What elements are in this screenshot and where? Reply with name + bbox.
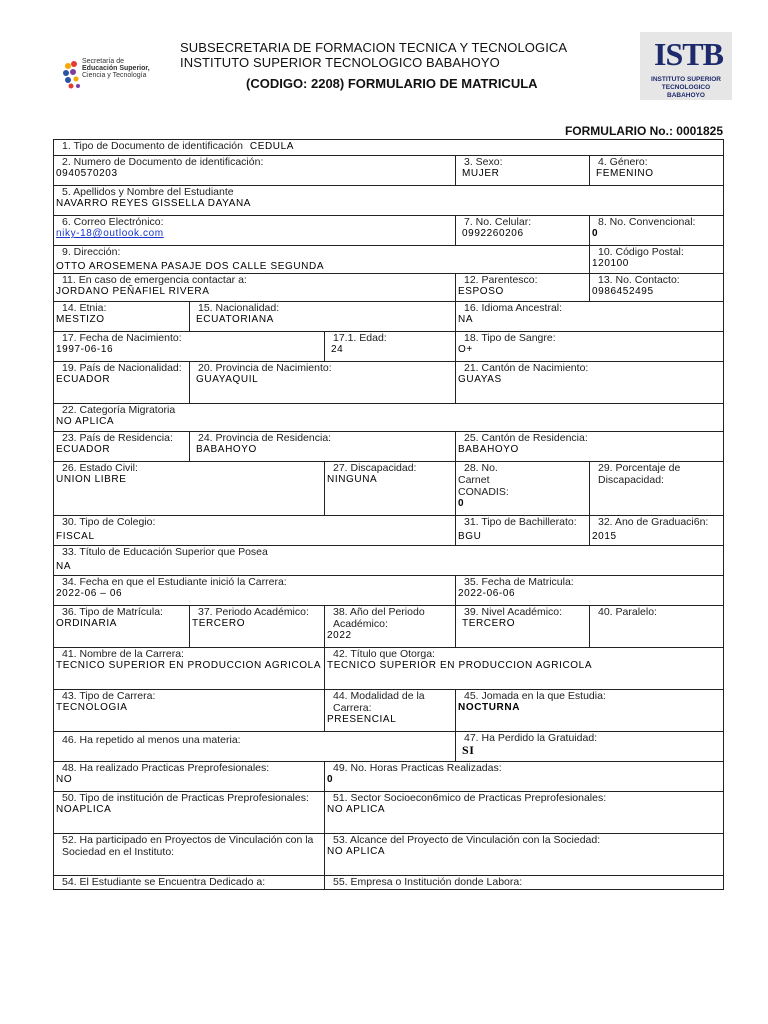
logo-left-line3: Ciencia y Tecnología	[82, 72, 147, 79]
field-47: 47. Ha Perdido la Gratuidad: SI	[456, 732, 724, 762]
field-3: 3. Sexo: MUJER	[456, 156, 590, 186]
email-link[interactable]: niky-18@outlook.com	[56, 228, 164, 239]
field-12: 12. Parentesco: ESPOSO	[456, 274, 590, 302]
field-50: 50. Tipo de institución de Practicas Preprofesionales: NOAPLICA	[54, 792, 325, 834]
field-4: 4. Género: FEMENINO	[590, 156, 724, 186]
field-37: 37. Periodo Académico: TERCERO	[190, 606, 325, 648]
field-51: 51. Sector Socioecon6mico de Practicas Preprofesionales: NO APLICA	[325, 792, 724, 834]
field-36: 36. Tipo de Matrícula: ORDINARIA	[54, 606, 190, 648]
field-53: 53. Alcance del Proyecto de Vinculación con la Sociedad: NO APLICA	[325, 834, 724, 876]
field-55: 55. Empresa o Institución donde Labora:	[325, 876, 724, 890]
field-10: 10. Código Postal: 120100	[590, 246, 724, 274]
field-31: 31. Tipo de Bachillerato: BGU	[456, 516, 590, 546]
logo-left-line2: Educación Superior,	[82, 65, 150, 72]
field-17: 17. Fecha de Nacimiento: 1997-06-16	[54, 332, 325, 362]
field-7: 7. No. Celular: 0992260206	[456, 216, 590, 246]
istb-line2: TECNOLOGICO BABAHOYO	[661, 84, 711, 99]
field-54: 54. El Estudiante se Encuentra Dedicado a:	[54, 876, 325, 890]
field-22: 22. Categoría Migratoria NO APLICA	[54, 404, 724, 432]
field-13: 13. No. Contacto: 0986452495	[590, 274, 724, 302]
field-48: 48. Ha realizado Practicas Preprofesionales: NO	[54, 762, 325, 792]
field-45: 45. Jomada en la que Estudia: NOCTURNA	[456, 690, 724, 732]
field-5: 5. Apellidos y Nombre del Estudiante NAVARRO REYES GISSELLA DAYANA	[54, 186, 724, 216]
field-20: 20. Provincia de Nacimiento: GUAYAQUIL	[190, 362, 456, 404]
form-number	[565, 124, 723, 138]
field-30: 30. Tipo de Colegio: FISCAL	[54, 516, 456, 546]
field-29: 29. Porcentaje de Discapacidad:	[590, 462, 724, 516]
field-39: 39. Nivel Académico: TERCERO	[456, 606, 590, 648]
field-19: 19. País de Nacionalidad: ECUADOR	[54, 362, 190, 404]
field-44: 44. Modalidad de la Carrera: PRESENCIAL	[325, 690, 456, 732]
header-subsecretaria: SUBSECRETARIA DE FORMACION TECNICA Y TECNOLOGICA	[180, 40, 568, 55]
field-21: 21. Cantón de Nacimiento: GUAYAS	[456, 362, 724, 404]
field-24: 24. Provincia de Residencia: BABAHOYO	[190, 432, 456, 462]
secretaria-logo	[58, 52, 170, 96]
field-46: 46. Ha repetido al menos una materia:	[54, 732, 456, 762]
field-2: 2. Numero de Documento de identificación: 0940570203	[54, 156, 456, 186]
field-41: 41. Nombre de la Carrera: TECNICO SUPERIOR EN PRODUCCION AGRICOLA	[54, 648, 325, 690]
field-49: 49. No. Horas Practicas Realizadas: 0	[325, 762, 724, 792]
field-25: 25. Cantón de Residencia: BABAHOYO	[456, 432, 724, 462]
field-33: 33. Título de Educación Superior que Posea NA	[54, 546, 724, 576]
istb-mark: ISTB	[654, 36, 723, 72]
field-16: 16. Idioma Ancestral: NA	[456, 302, 724, 332]
field-40: 40. Paralelo:	[590, 606, 724, 648]
field-14: 14. Etnia: MESTIZO	[54, 302, 190, 332]
field-23: 23. País de Residencia: ECUADOR	[54, 432, 190, 462]
enrollment-form	[53, 139, 724, 890]
field-42: 42. Título que Otorga: TECNICO SUPERIOR EN PRODUCCION AGRICOLA	[325, 648, 724, 690]
field-28: 28. No. Carnet CONADIS: 0	[456, 462, 590, 516]
field-38: 38. Año del Periodo Académico: 2022	[325, 606, 456, 648]
field-27: 27. Discapacidad: NINGUNA	[325, 462, 456, 516]
field-35: 35. Fecha de Matricula: 2022-06-06	[456, 576, 724, 606]
field-1: 1. Tipo de Documento de identificación CEDULA	[54, 140, 724, 156]
form-number-value: 0001825	[676, 124, 723, 138]
istb-logo	[640, 32, 732, 100]
field-34: 34. Fecha en que el Estudiante inició la Carrera: 2022-06 – 06	[54, 576, 456, 606]
form-number-label: FORMULARIO No.:	[564, 124, 673, 138]
field-18: 18. Tipo de Sangre: O+	[456, 332, 724, 362]
field-8: 8. No. Convencional: 0	[590, 216, 724, 246]
field-6: 6. Correo Electrónico: niky-18@outlook.com	[54, 216, 456, 246]
field-17-1: 17.1. Edad: 24	[325, 332, 456, 362]
field-11: 11. En caso de emergencia contactar a: JORDANO PEÑAFIEL RIVERA	[54, 274, 456, 302]
logo-left-line1: Secretaría de	[82, 58, 125, 65]
field-32: 32. Ano de Graduaci6n: 2015	[590, 516, 724, 546]
header-institute: INSTITUTO SUPERIOR TECNOLOGICO BABAHOYO	[180, 55, 500, 70]
field-15: 15. Nacionalidad: ECUATORIANA	[190, 302, 456, 332]
header-form-title: (CODIGO: 2208) FORMULARIO DE MATRICULA	[246, 76, 538, 91]
field-26: 26. Estado Civil: UNION LIBRE	[54, 462, 325, 516]
field-52: 52. Ha participado en Proyectos de Vinculación con la Sociedad en el Instituto:	[54, 834, 325, 876]
istb-line1: INSTITUTO SUPERIOR	[651, 76, 721, 83]
field-9: 9. Dirección: OTTO AROSEMENA PASAJE DOS CALLE SEGUNDA	[54, 246, 590, 274]
field-43: 43. Tipo de Carrera: TECNOLOGIA	[54, 690, 325, 732]
